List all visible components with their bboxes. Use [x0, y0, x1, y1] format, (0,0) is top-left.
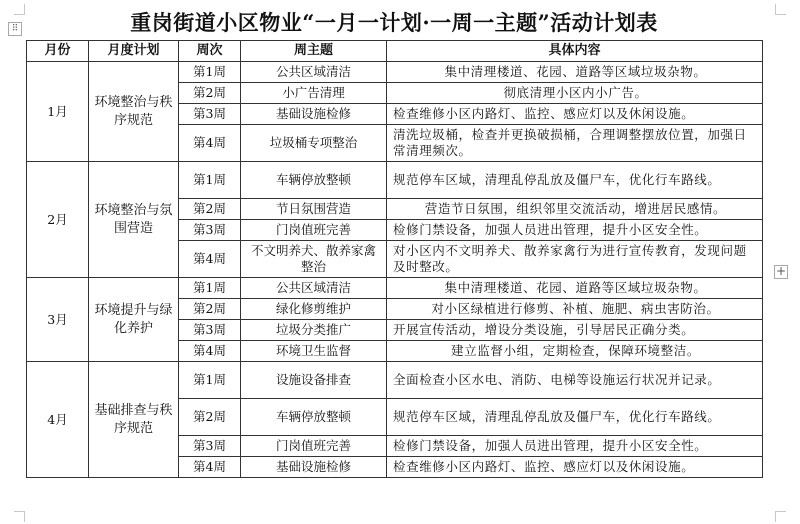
- details-cell: 彻底清理小区内小广告。: [387, 83, 763, 104]
- week-cell: 第4周: [179, 341, 241, 362]
- monthly-plan-cell: 基础排查与秩序规范: [89, 362, 179, 478]
- header-monthly-plan: 月度计划: [89, 41, 179, 62]
- monthly-plan-cell: 环境整治与氛围营造: [89, 162, 179, 278]
- table-row: [27, 162, 763, 199]
- details-cell: 检修门禁设备，加强人员进出管理，提升小区安全性。: [387, 436, 763, 457]
- week-cell: 第2周: [179, 399, 241, 436]
- table-header-row: [27, 41, 763, 62]
- details-cell: 规范停车区域，清理乱停乱放及僵尸车，优化行车路线。: [387, 162, 763, 199]
- week-theme-cell: 门岗值班完善: [241, 436, 387, 457]
- add-column-button[interactable]: +: [775, 264, 787, 278]
- details-cell: 检查维修小区内路灯、监控、感应灯以及休闲设施。: [387, 104, 763, 125]
- week-cell: 第3周: [179, 436, 241, 457]
- week-cell: 第3周: [179, 220, 241, 241]
- week-theme-cell: 基础设施检修: [241, 104, 387, 125]
- details-cell: 营造节日氛围，组织邻里交流活动，增进居民感情。: [387, 199, 763, 220]
- week-cell: 第3周: [179, 320, 241, 341]
- week-theme-cell: 环境卫生监督: [241, 341, 387, 362]
- week-cell: 第4周: [179, 241, 241, 278]
- details-cell: 集中清理楼道、花园、道路等区域垃圾杂物。: [387, 62, 763, 83]
- crop-mark: [14, 511, 25, 522]
- week-cell: 第2周: [179, 299, 241, 320]
- monthly-plan-cell: 环境整治与秩序规范: [89, 62, 179, 162]
- crop-mark: [14, 4, 25, 15]
- week-theme-cell: 垃圾桶专项整治: [241, 125, 387, 162]
- month-cell: 4月: [27, 362, 89, 478]
- header-week: 周次: [179, 41, 241, 62]
- month-cell: 1月: [27, 62, 89, 162]
- week-cell: 第1周: [179, 62, 241, 83]
- week-cell: 第4周: [179, 457, 241, 478]
- page-title: 重岗街道小区物业“一月一计划·一周一主题”活动计划表: [130, 10, 658, 35]
- details-cell: 对小区内不文明养犬、散养家禽行为进行宣传教育，发现问题及时整改。: [387, 241, 763, 278]
- week-cell: 第1周: [179, 362, 241, 399]
- week-theme-cell: 不文明养犬、散养家禽整治: [241, 241, 387, 278]
- table-body: [27, 62, 763, 478]
- table-row: [27, 362, 763, 399]
- details-cell: 建立监督小组，定期检查，保障环境整洁。: [387, 341, 763, 362]
- week-cell: 第3周: [179, 104, 241, 125]
- week-cell: 第1周: [179, 278, 241, 299]
- details-cell: 集中清理楼道、花园、道路等区域垃圾杂物。: [387, 278, 763, 299]
- week-theme-cell: 小广告清理: [241, 83, 387, 104]
- details-cell: 对小区绿植进行修剪、补植、施肥、病虫害防治。: [387, 299, 763, 320]
- table-row: [27, 62, 763, 83]
- header-month: 月份: [27, 41, 89, 62]
- details-cell: 清洗垃圾桶，检查并更换破损桶，合理调整摆放位置，加强日常清理频次。: [387, 125, 763, 162]
- crop-mark: [775, 4, 786, 15]
- week-theme-cell: 公共区域清洁: [241, 278, 387, 299]
- details-cell: 检查维修小区内路灯、监控、感应灯以及休闲设施。: [387, 457, 763, 478]
- week-theme-cell: 门岗值班完善: [241, 220, 387, 241]
- week-cell: 第4周: [179, 125, 241, 162]
- monthly-plan-cell: 环境提升与绿化养护: [89, 278, 179, 362]
- table-move-handle-icon[interactable]: ⠿: [8, 22, 22, 36]
- header-week-theme: 周主题: [241, 41, 387, 62]
- week-theme-cell: 节日氛围营造: [241, 199, 387, 220]
- week-theme-cell: 设施设备排查: [241, 362, 387, 399]
- details-cell: 检修门禁设备，加强人员进出管理，提升小区安全性。: [387, 220, 763, 241]
- week-theme-cell: 公共区域清洁: [241, 62, 387, 83]
- week-theme-cell: 车辆停放整顿: [241, 399, 387, 436]
- activity-plan-table: [26, 40, 763, 478]
- month-cell: 2月: [27, 162, 89, 278]
- week-theme-cell: 车辆停放整顿: [241, 162, 387, 199]
- header-details: 具体内容: [387, 41, 763, 62]
- details-cell: 开展宣传活动，增设分类设施，引导居民正确分类。: [387, 320, 763, 341]
- week-theme-cell: 垃圾分类推广: [241, 320, 387, 341]
- month-cell: 3月: [27, 278, 89, 362]
- week-theme-cell: 绿化修剪维护: [241, 299, 387, 320]
- table-row: [27, 278, 763, 299]
- week-cell: 第1周: [179, 162, 241, 199]
- details-cell: 全面检查小区水电、消防、电梯等设施运行状况并记录。: [387, 362, 763, 399]
- crop-mark: [775, 511, 786, 522]
- week-cell: 第2周: [179, 199, 241, 220]
- week-cell: 第2周: [179, 83, 241, 104]
- details-cell: 规范停车区域，清理乱停乱放及僵尸车，优化行车路线。: [387, 399, 763, 436]
- week-theme-cell: 基础设施检修: [241, 457, 387, 478]
